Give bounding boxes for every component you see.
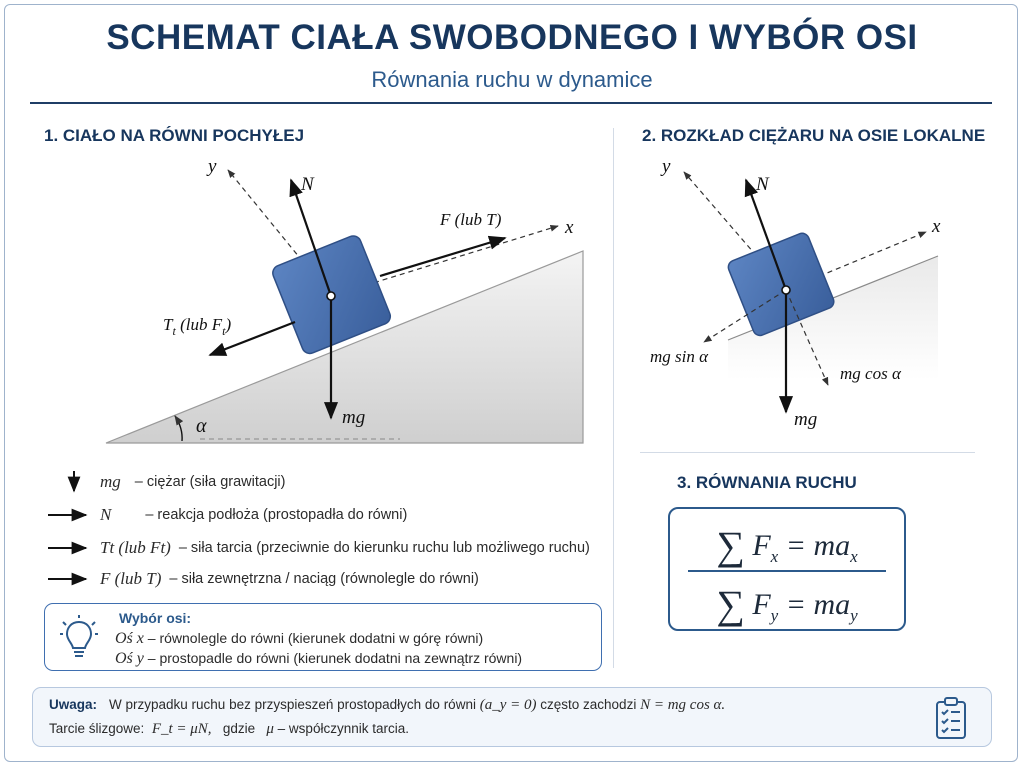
note-line-1: Uwaga: W przypadku ruchu bez przyspieszeń prostopadłych do równi (a_y = 0) często zachodzi N = mg cos α. [49,697,726,713]
legend-symbol: Tt (lub Ft) [100,538,171,557]
clipboard-checklist-icon [933,696,969,740]
legend-desc: – ciężar (siła grawitacji) [134,474,286,490]
label-mg: mg [342,407,366,428]
label-Tt: $T_t$ (lub $F_t$) [163,315,232,338]
legend-row-mg [44,469,285,495]
legend-desc: – siła tarcia (przeciwnie do kierunku ruchu lub możliwego ruchu) [178,540,590,556]
down-arrow-icon [44,469,88,495]
axis-choice-box [44,603,602,671]
legend-row-F [44,566,479,592]
right-divider [640,452,975,453]
note-line-2: Tarcie ślizgowe: F_t = μN, gdzie μ – współczynnik tarcia. [49,721,409,737]
label-y-2: y [662,156,671,177]
label-F: F (lub T) [440,210,502,229]
right-arrow-icon [44,502,88,528]
label-N-2: N [756,174,769,195]
label-N: N [301,174,314,195]
section2-heading: 2. ROZKŁAD CIĘŻARU NA OSIE LOKALNE [642,126,986,145]
center-point [327,292,335,300]
label-mgsin: mg sin α [650,347,709,366]
decomposition-diagram [614,150,1004,440]
label-x: x [565,217,574,238]
legend-symbol: F (lub T) [100,569,162,588]
legend-symbol: N [100,505,112,524]
lightbulb-icon [59,614,99,662]
section3-heading: 3. RÓWNANIA RUCHU [677,473,857,492]
right-arrow-icon [44,535,88,561]
legend-desc: – reakcja podłoża (prostopadła do równi) [145,507,408,523]
page-subtitle: Równania ruchu w dynamice [371,67,653,92]
legend-symbol: mg [100,472,121,491]
force-F-arrow [380,238,505,276]
header-divider [30,102,992,104]
equation-x: ∑ $F_x = ma_x$ [716,523,858,568]
legend-desc: – siła zewnętrzna / naciąg (równolegle do równi) [169,571,479,587]
incline-diagram [0,150,612,450]
label-mgcos: mg cos α [840,364,901,383]
note-box [32,687,992,747]
right-arrow-icon [44,566,88,592]
legend-row-N [44,502,407,528]
axis-choice-x: Oś x – równolegle do równi (kierunek dodatni w górę równi) [115,630,484,647]
axis-choice-heading: Wybór osi: [119,610,192,626]
equation-y: ∑ $F_y = ma_y$ [716,582,858,627]
legend-row-Tt [44,535,590,561]
label-alpha: α [196,415,207,437]
axis-choice-y: Oś y – prostopadle do równi (kierunek dodatni na zewnątrz równi) [115,650,523,667]
equation-separator [688,570,886,572]
section1-heading: 1. CIAŁO NA RÓWNI POCHYŁEJ [44,126,305,145]
label-x-2: x [932,216,941,237]
page-title: SCHEMAT CIAŁA SWOBODNEGO I WYBÓR OSI [106,18,918,57]
center-point-2 [782,286,790,294]
label-y: y [208,156,217,177]
equations-box [668,507,906,631]
label-mg-2: mg [794,409,818,430]
